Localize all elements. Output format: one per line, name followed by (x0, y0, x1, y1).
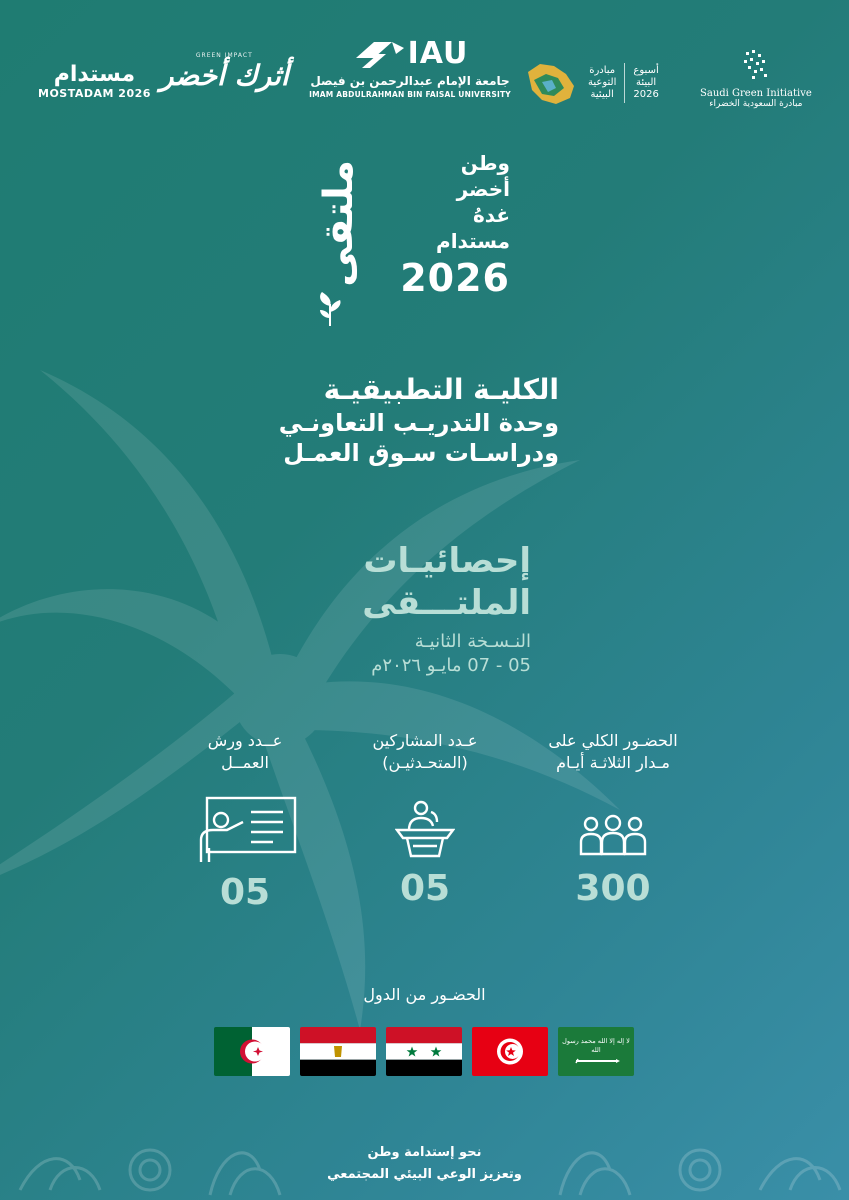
stat-value: 300 (575, 868, 651, 909)
country-flags (214, 1027, 634, 1076)
forum-title-block (310, 150, 510, 330)
saudi-flag-shahada: لا إله إلا الله محمد رسول الله (562, 1037, 630, 1054)
group-icon (577, 814, 649, 858)
environmental-awareness-text: مبادرة التوعية البيئية (588, 65, 617, 100)
green-impact-logo-en: GREEN IMPACT (195, 52, 253, 59)
stat-total-attendance (523, 730, 703, 909)
saudi-map-icon (520, 58, 580, 108)
saudi-arabia-flag-icon (558, 1027, 634, 1076)
forum-word-vertical: ملتقى (316, 160, 362, 287)
footer-slogan (0, 1142, 849, 1186)
iau-logo-en: IMAM ABDULRAHMAN BIN FAISAL UNIVERSITY (309, 89, 511, 99)
logo-divider (624, 63, 625, 103)
mostadam-logo (38, 62, 151, 100)
stat-value: 05 (399, 868, 451, 909)
sgi-logo-ar: مبادرة السعودية الخضراء (709, 99, 803, 109)
speaker-podium-icon (395, 800, 455, 858)
college-name: الكليـة التطبيقيـة (323, 373, 559, 406)
stats-title-line2: الملتـــقى (362, 583, 531, 623)
mostadam-logo-en: MOSTADAM 2026 (38, 87, 151, 100)
iau-emblem-icon (352, 38, 408, 72)
syria-flag-icon (386, 1027, 462, 1076)
stat-label: الحضـور الكلي على مـدار الثلاثـة أيـام (548, 731, 678, 772)
leaf-icon (316, 292, 344, 326)
forum-year: 2026 (400, 256, 510, 300)
tunisia-flag-icon (472, 1027, 548, 1076)
iau-logo (300, 36, 520, 99)
stats-title-line1: إحصائيـات (363, 541, 531, 581)
stat-label: عــدد ورش العمــل (207, 731, 283, 772)
iau-logo-ar: جامعة الإمام عبدالرحمن بن فيصل (310, 73, 510, 88)
sgi-emblem-icon (736, 48, 776, 84)
iau-logo-mark (300, 36, 520, 72)
stats-heading (362, 540, 531, 678)
environment-week-text: أسبوع البيئة 2026 (633, 65, 659, 100)
event-date: 05 - 07 مايـو ٢٠٢٦م (371, 655, 531, 676)
saudi-green-initiative-logo (700, 48, 812, 109)
presentation-board-icon (193, 796, 297, 862)
stat-label: عـدد المشاركين (المتحـدثيـن) (372, 731, 478, 772)
stat-value: 05 (219, 872, 271, 913)
college-heading (279, 372, 559, 468)
footer-line2: وتعزيز الوعي البيئي المجتمعي (327, 1167, 522, 1182)
sgi-logo-en: Saudi Green Initiative (700, 88, 812, 99)
green-impact-logo (160, 52, 289, 92)
stat-workshops (155, 730, 335, 913)
mostadam-logo-ar: مستدام (53, 62, 136, 87)
stat-speakers (335, 730, 515, 909)
unit-name-line1: وحدة التدريـب التعاونـي (278, 409, 559, 437)
edition-label: النـسـخة الثانيـة (414, 631, 531, 652)
environment-week-logo (520, 58, 659, 108)
unit-name-line2: ودراسـات سـوق العمـل (283, 439, 559, 467)
countries-title: الحضـور من الدول (363, 985, 486, 1004)
green-impact-logo-ar: أثرك أخضر (160, 59, 289, 92)
algeria-flag-icon (214, 1027, 290, 1076)
footer-line1: نحو إستدامة وطن (367, 1145, 482, 1160)
forum-slogan: وطن أخضر غدهُ مستدام (436, 151, 510, 253)
egypt-flag-icon (300, 1027, 376, 1076)
iau-logo-text: IAU (407, 36, 469, 71)
